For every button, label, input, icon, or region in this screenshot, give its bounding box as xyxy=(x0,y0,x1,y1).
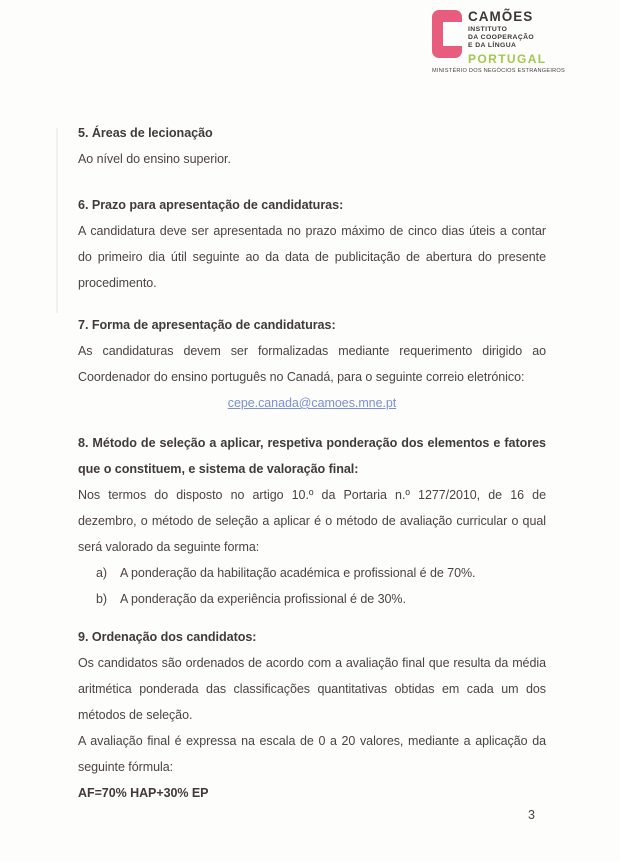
section-heading: 5. Áreas de lecionação xyxy=(78,126,213,140)
section-heading: 6. Prazo para apresentação de candidaturas: xyxy=(78,198,344,212)
logo-ministry-label: MINISTÉRIO DOS NEGÓCIOS ESTRANGEIROS xyxy=(432,67,566,74)
scan-artifact-line xyxy=(56,128,58,313)
page-number: 3 xyxy=(528,808,535,822)
section-paragraph: Os candidatos são ordenados de acordo com a avaliação final que resulta da média aritmética ponderada das classificações quantitativas obtidas em cada um dos métodos de seleção. xyxy=(78,656,546,722)
document-body xyxy=(78,120,546,806)
section-heading: 8. Método de seleção a aplicar, respetiva ponderação dos elementos e fatores que o constituem, e sistema de valoração final: xyxy=(78,436,546,476)
section-paragraph: A candidatura deve ser apresentada no prazo máximo de cinco dias úteis a contar do primeiro dia útil seguinte ao da data de publicitação de abertura do presente procedimento. xyxy=(78,224,546,290)
email-link[interactable]: cepe.canada@camoes.mne.pt xyxy=(227,396,397,410)
section-9-ordenacao-candidatos xyxy=(78,624,546,806)
list-text: A ponderação da experiência profissional é de 30%. xyxy=(120,592,406,606)
final-grade-formula: AF=70% HAP+30% EP xyxy=(78,786,209,800)
section-paragraph: Nos termos do disposto no artigo 10.º da Portaria n.º 1277/2010, de 16 de dezembro, o método de seleção a aplicar é o método de avaliação curricular o qual será valorado da seguinte forma: xyxy=(78,488,546,554)
section-paragraph: As candidaturas devem ser formalizadas mediante requerimento dirigido ao Coordenador do ensino português no Canadá, para o seguinte correio eletrónico: xyxy=(78,344,546,384)
list-marker: a) xyxy=(96,566,108,580)
camoes-c-icon xyxy=(432,10,462,63)
logo-institute-line: E DA LÍNGUA xyxy=(468,42,517,50)
section-7-forma-candidaturas xyxy=(78,312,546,416)
logo-country-label: PORTUGAL xyxy=(468,51,547,66)
camoes-logo xyxy=(432,10,597,74)
section-6-prazo-candidaturas xyxy=(78,192,546,296)
list-text: A ponderação da habilitação académica e profissional é de 70%. xyxy=(120,566,476,580)
logo-institute-line: DA COOPERAÇÃO xyxy=(468,34,535,42)
list-item-a xyxy=(78,560,546,586)
section-heading: 9. Ordenação dos candidatos: xyxy=(78,630,257,644)
section-paragraph: A avaliação final é expressa na escala de 0 a 20 valores, mediante a aplicação da seguinte fórmula: xyxy=(78,734,546,774)
section-8-metodo-selecao xyxy=(78,430,546,612)
section-heading: 7. Forma de apresentação de candidaturas: xyxy=(78,318,336,332)
section-paragraph: Ao nível do ensino superior. xyxy=(78,152,231,166)
list-item-b xyxy=(78,586,546,612)
logo-brand-name: CAMÕES xyxy=(468,9,534,24)
list-marker: b) xyxy=(96,592,108,606)
logo-institute-line: INSTITUTO xyxy=(468,26,508,33)
section-5-areas-de-lecionacao xyxy=(78,120,546,172)
